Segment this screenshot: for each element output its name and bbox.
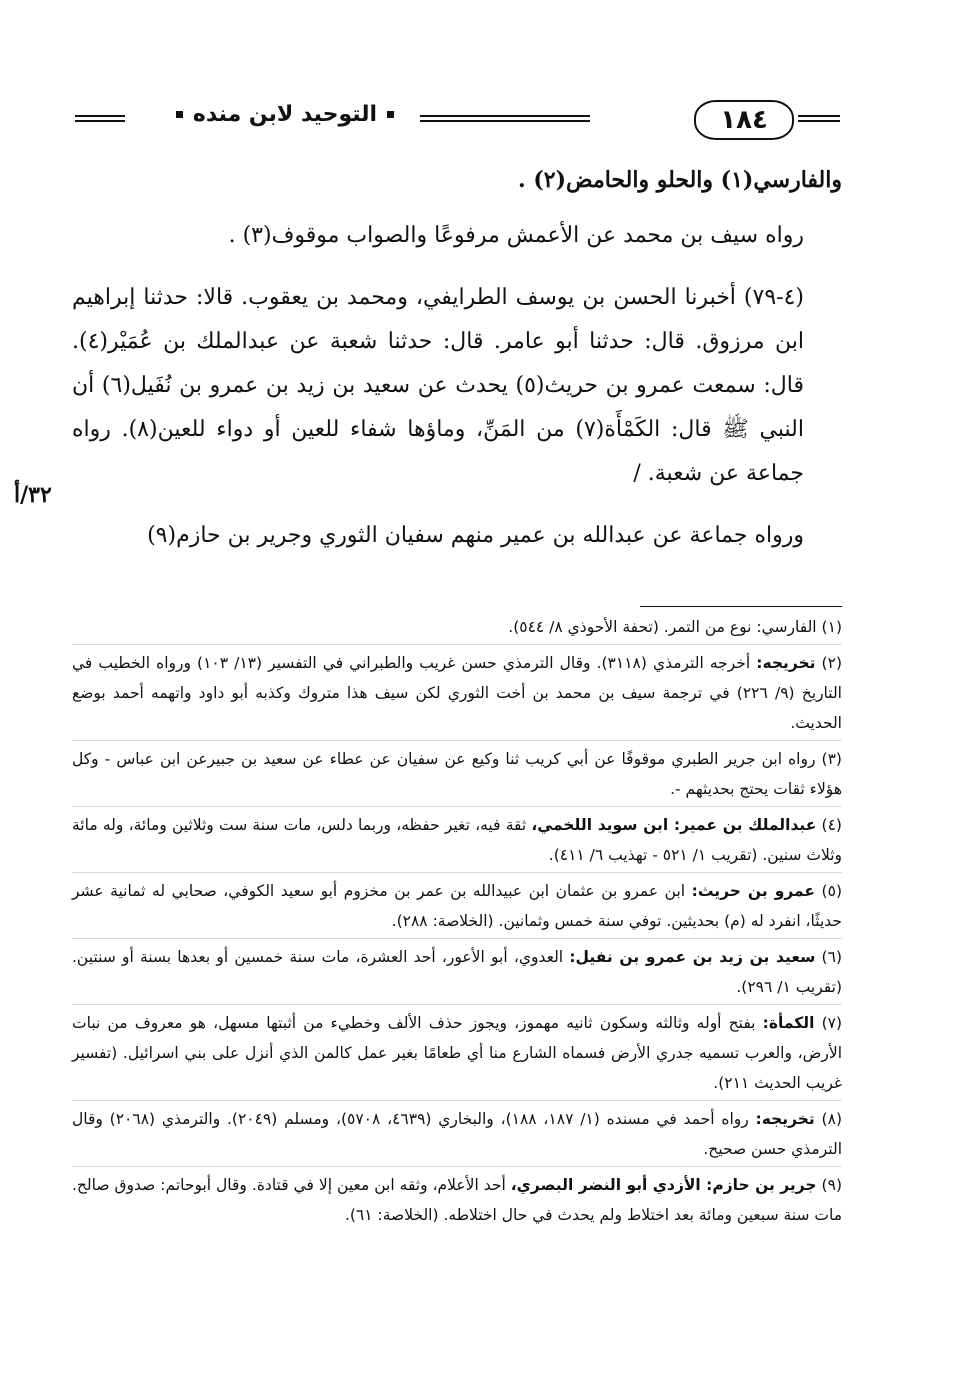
square-ornament-icon (176, 111, 183, 118)
main-paragraph-4: ورواه جماعة عن عبدالله بن عمير منهم سفيان الثوري وجرير بن حازم(٩) (147, 523, 804, 548)
footnote: (٤) عبدالملك بن عمير: ابن سويد اللخمي، ثقة فيه، تغير حفظه، وربما دلس، مات سنة ست وثلاثين ومائة، وله مائة وثلاث سنين. (تقريب ١/ ٥٢١ - تهذيب ٦/ ٤١١). (72, 810, 842, 873)
page-number: ١٨٤ (694, 100, 794, 140)
header-rule-right (798, 115, 840, 122)
footnote: (٩) جرير بن حازم: الأزدي أبو النضر البصري، أحد الأعلام، وثقه ابن معين إلا في قتادة. وقال أبوحاتم: صدوق صالح. مات سنة سبعين ومائة بعد اختلاط ولم يحدث في حال اختلاطه. (الخلاصة: ٦١). (72, 1176, 842, 1224)
footnotes (72, 612, 842, 1235)
running-title (155, 102, 415, 127)
header-rule-left (75, 115, 125, 122)
footnote-separator (640, 606, 842, 607)
footnote: (٨) تخريجه: رواه أحمد في مسنده (١/ ١٨٧، ١٨٨)، والبخاري (٤٦٣٩، ٥٧٠٨)، ومسلم (٢٠٤٩). والترمذي (٢٠٦٨) وقال الترمذي حسن صحيح. (72, 1104, 842, 1167)
main-line-1: والفارسي(١) والحلو والحامض(٢) . (518, 167, 842, 193)
footnote: (٢) تخريجه: أخرجه الترمذي (٣١١٨). وقال الترمذي حسن غريب والطبراني في التفسير (١٣/ ١٠٣) ورواه الخطيب في التاريخ (٩/ ٢٢٦) في ترجمة سيف بن محمد بن أخت الثوري لكن سيف هذا متروك وكذبه أبو داود واتهمه أحمد بوضع الحديث. (72, 648, 842, 741)
footnote: (٦) سعيد بن زيد بن عمرو بن نفيل: العدوي، أبو الأعور، أحد العشرة، مات سنة خمسين أو بعدها بسنة أو سنتين. (تقريب ١/ ٢٩٦). (72, 942, 842, 1005)
main-line-2: رواه سيف بن محمد عن الأعمش مرفوعًا والصواب موقوف(٣) . (228, 223, 804, 248)
main-text (72, 158, 842, 558)
hadith-79-paragraph: (٤-٧٩) أخبرنا الحسن بن يوسف الطرايفي، ومحمد بن يعقوب. قالا: حدثنا إبراهيم ابن مرزوق. قال: حدثنا أبو عامر. قال: حدثنا شعبة عن عبدالملك بن عُمَيْر(٤). قال: سمعت عمرو بن حريث(٥) يحدث عن سعيد بن زيد بن عمرو بن نُفَيل(٦) أن النبي ﷺ قال: الكَمْأَة(٧) من المَنِّ، وماؤها شفاء للعين أو دواء للعين(٨). رواه جماعة عن شعبة. / (72, 285, 804, 486)
header-rule-middle (420, 115, 590, 122)
footnote: (٣) رواه ابن جرير الطبري موقوفًا عن أبي كريب ثنا وكيع عن سفيان عن عطاء عن سعيد بن جبيرعن ابن عباس - وكل هؤلاء ثقات يحتج بحديثهم -. (72, 744, 842, 807)
square-ornament-icon (387, 111, 394, 118)
footnote: (٧) الكمأة: بفتح أوله وثالثه وسكون ثانيه مهموز، ويجوز حذف الألف وخطيء من أثبتها مسهل، هو معروف من نبات الأرض، والعرب تسميه جدري الأرض فسماه الشارع منا أي طعامًا بغير عمل كالمن الذي أنزل على بني اسرائيل. (تفسير غريب الحديث ٢١١). (72, 1008, 842, 1101)
footnote: (١) الفارسي: نوع من التمر. (تحفة الأحوذي ٨/ ٥٤٤). (72, 612, 842, 645)
running-header (75, 100, 840, 144)
manuscript-folio-note: ٣٢/أ (14, 482, 52, 508)
running-title-text: التوحيد لابن منده (192, 102, 378, 127)
footnote: (٥) عمرو بن حريث: ابن عمرو بن عثمان ابن عبيدالله بن عمر بن مخزوم أبو سعيد الكوفي، صحابي له ثمانية عشر حديثًا، انفرد له (م) بحديثين. توفي سنة خمس وثمانين. (الخلاصة: ٢٨٨). (72, 876, 842, 939)
